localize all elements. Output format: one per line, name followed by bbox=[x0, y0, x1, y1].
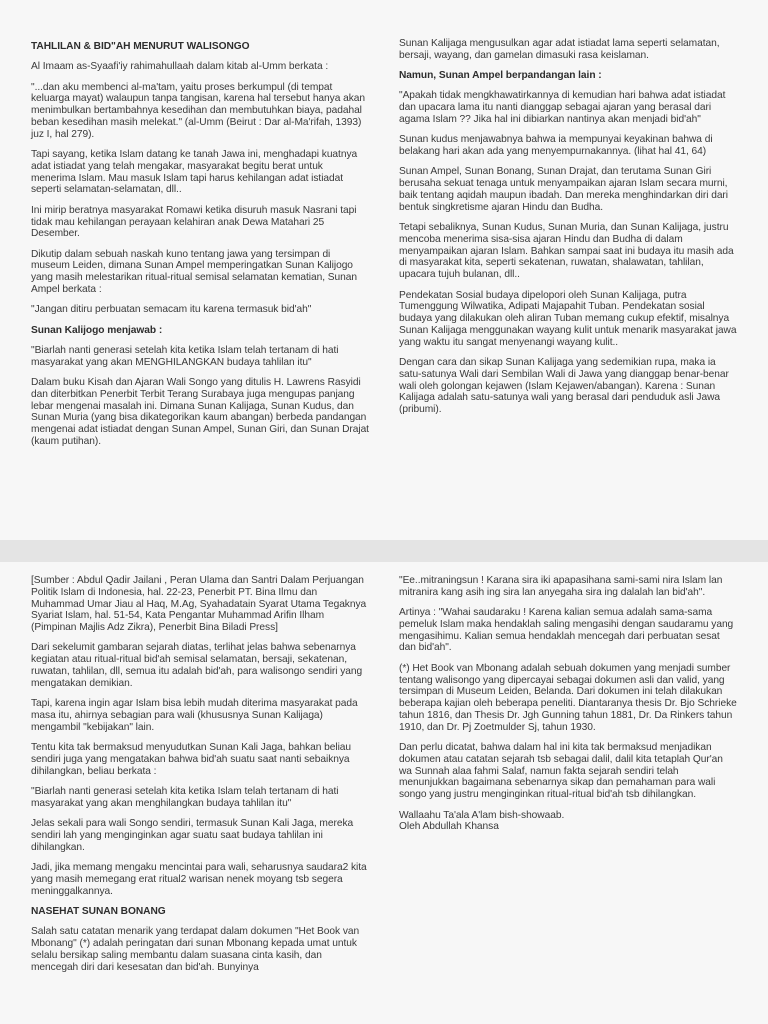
paragraph: Jadi, jika memang mengaku mencintai para wali, seharusnya saudara2 kita yang masih memegang erat ritual2 warisan nenek moyang tsb segera meninggalkannya. bbox=[31, 861, 367, 897]
paragraph: Artinya : "Wahai saudaraku ! Karena kalian semua adalah sama-sama pemeluk Islam maka hendaklah saling mengasihi dengan saudaramu yang mengasihimu. Kalian semua hendaklah mencegah dari perbuatan sesat dan bid'ah". bbox=[399, 607, 734, 654]
paragraph: Jelas sekali para wali Songo sendiri, termasuk Sunan Kali Jaga, mereka sendiri lah yang menginginkan agar suatu saat budaya tahlilan ini dihilangkan. bbox=[31, 818, 354, 853]
section-heading: Namun, Sunan Ampel berpandangan lain : bbox=[399, 70, 602, 82]
footnote-paragraph: (*) Het Book van Mbonang adalah sebuah dokumen yang menjadi sumber tentang walisongo yang dipercayai sebagai dokumen asli dan valid, yang tersimpan di Museum Leiden, Belanda. Dari dokumen ini telah dilakukan beberapa kajian oleh beberapa peneliti. Diantaranya thesis Dr. Bjo Schrieke tahun 1816, dan Thesis Dr. Jgh Gunning tahun 1881, Dr. Da Rinkers tahun 1910, dan Dr. Pj Zoetmulder Sj, tahun 1930. bbox=[399, 662, 737, 733]
left-column bbox=[31, 562, 369, 982]
paragraph: Dalam buku Kisah dan Ajaran Wali Songo yang ditulis H. Lawrens Rasyidi dan diterbitkan Penerbit Terbit Terang Surabaya juga mengupas panjang lebar mengenai masalah ini. Dimana Sunan Kalijaga, Sunan Kudus, dan Sunan Muria (yang bisa dikategorikan kaum abangan) berbeda pandangan mengenai adat istiadat dengan Sunan Ampel, Sunan Giri, dan Sunan Drajat (kaum putihan). bbox=[31, 377, 369, 448]
paragraph: Tentu kita tak bermaksud menyudutkan Sunan Kali Jaga, bahkan beliau sendiri juga yang mengatakan bahwa bid'ah suatu saat nanti sebaiknya dihilangkan, beliau berkata : bbox=[31, 742, 352, 777]
right-column bbox=[399, 0, 737, 425]
paragraph: Dan perlu dicatat, bahwa dalam hal ini kita tak bermaksud menjadikan dokumen atau catatan sejarah tsb sebagai dalil, dalil kita tetaplah Qur'an wa Sunnah alaa fahmi Salaf, namun fakta sejarah sendiri telah menunjukkan bagaimana sebenarnya sikap dan pemahaman para wali songo yang justru menginginkan ritual-ritual bid'ah tsb dihilangkan. bbox=[399, 742, 723, 801]
paragraph: Ini mirip beratnya masyarakat Romawi ketika disuruh masuk Nasrani tapi tidak mau kehilangan perayaan kelahiran anak Dewa Matahari 25 Desember. bbox=[31, 204, 357, 240]
left-column bbox=[31, 0, 369, 456]
quote-paragraph: "Apakah tidak mengkhawatirkannya di kemudian hari bahwa adat istiadat dan upacara lama itu nanti dianggap sebagai ajaran yang berasal dari agama Islam ?? Jika hal ini dibiarkan nantinya akan menjadi bid'ah" bbox=[399, 90, 726, 125]
paragraph: Pendekatan Sosial budaya dipelopori oleh Sunan Kalijaga, putra Tumenggung Wilwatika, Adipati Majapahit Tuban. Pendekatan sosial budaya yang dilakukan oleh aliran Tuban memang cukup efektif, misalnya Sunan Kalijaga menggunakan wayang kulit untuk menarik masyarakat jawa yang waktu itu sangat menyenangi wayang kulit.. bbox=[399, 289, 737, 348]
quote-paragraph: "Ee..mitraningsun ! Karana sira iki apapasihana sami-sami nira Islam lan mitranira kang asih ing sira lan anyegaha sira ing dalalah lan bid'ah". bbox=[399, 575, 723, 598]
paragraph: Salah satu catatan menarik yang terdapat dalam dokumen "Het Book van Mbonang" (*) adalah peringatan dari sunan Mbonang kepada umat untuk selalu bersikap saling membantu dalam suasana cinta kasih, dan mencegah diri dari kesesatan dan bid'ah. Bunyinya bbox=[31, 926, 360, 973]
right-column bbox=[399, 562, 737, 842]
author-line: Oleh Abdullah Khansa bbox=[399, 821, 499, 833]
paragraph: Tapi, karena ingin agar Islam bisa lebih mudah diterima masyarakat pada masa itu, ahirnya sebagian para wali (khususnya Sunan Kalijaga) mengambil "kebijakan" lain. bbox=[31, 698, 358, 733]
paragraph: Tapi sayang, ketika Islam datang ke tanah Jawa ini, menghadapi kuatnya adat istiadat yang telah mengakar, masyarakat begitu berat untuk menerima Islam. Mau masuk Islam tapi harus kehilangan adat istiadat seperti selamatan-selamatan, dll.. bbox=[31, 149, 358, 196]
paragraph: Sunan Kalijaga mengusulkan agar adat istiadat lama seperti selamatan, bersaji, wayang, dan gamelan dimasuki rasa keislaman. bbox=[399, 38, 720, 61]
paragraph: Dikutip dalam sebuah naskah kuno tentang jawa yang tersimpan di museum Leiden, dimana Sunan Ampel memperingatkan Sunan Kalijogo yang masih melestarikan ritual-ritual semisal selamatan kematian, Sunan Ampel berkata : bbox=[31, 248, 357, 296]
section-heading: Sunan Kalijogo menjawab : bbox=[31, 324, 163, 336]
paragraph: Dengan cara dan sikap Sunan Kalijaga yang sedemikian rupa, maka ia satu-satunya Wali dari Sembilan Wali di Jawa yang dianggap benar-benar wali oleh golongan kejawen (Islam Kejawen/abangan). Karena : Sunan Kalijaga adalah satu-satunya wali yang berasal dari penduduk asli Jawa (pribumi). bbox=[399, 357, 729, 416]
paragraph: Dari sekelumit gambaran sejarah diatas, terlihat jelas bahwa sebenarnya kegiatan atau ritual-ritual bid'ah semisal selamatan, bersaji, sekatenan, ruwatan, tahlilan, dll, semua itu adalah bid'ah, para walisongo sendiri yang mengatakan demikian. bbox=[31, 642, 363, 689]
quote-paragraph: "Jangan ditiru perbuatan semacam itu karena termasuk bid'ah" bbox=[31, 304, 312, 316]
document-page-bottom bbox=[0, 562, 768, 1024]
paragraph: Sunan kudus menjawabnya bahwa ia mempunyai keyakinan bahwa di belakang hari akan ada yang menyempurnakannya. (lihat hal 41, 64) bbox=[399, 134, 713, 158]
source-citation: [Sumber : Abdul Qadir Jailani , Peran Ulama dan Santri Dalam Perjuangan Politik Islam di Indonesia, hal. 22-23, Penerbit PT. Bina Ilmu dan Muhammad Umar Jiau al Haq, M.Ag, Syahadatain Syarat Utama Tegaknya Syariat Islam, hal. 51-54, Kata Pengantar Muhammad Arifin Ilham (Pimpinan Majlis Adz Zikra), Penerbit Bina Biladi Press] bbox=[31, 575, 367, 634]
quote-paragraph: "...dan aku membenci al-ma'tam, yaitu proses berkumpul (di tempat keluarga mayat) walaupun tanpa tangisan, karena hal tersebut hanya akan menimbulkan bertambahnya kesedihan dan membutuhkan biaya, padahal beban kesedihan masih melekat." (al-Umm (Beirut : Dar al-Ma'rifah, 1393) juz I, hal 279). bbox=[31, 81, 365, 140]
quote-paragraph: "Biarlah nanti generasi setelah kita ketika Islam telah tertanam di hati masyarakat yang akan menghilangkan budaya tahlilan itu" bbox=[31, 785, 339, 809]
article-title: TAHLILAN & BID"AH MENURUT WALISONGO bbox=[31, 41, 250, 52]
quote-paragraph: "Biarlah nanti generasi setelah kita ketika Islam telah tertanam di hati masyarakat yang akan MENGHILANGKAN budaya tahlilan itu" bbox=[31, 344, 339, 368]
paragraph: Sunan Ampel, Sunan Bonang, Sunan Drajat, dan terutama Sunan Giri berusaha sekuat tenaga untuk menyampaikan ajaran Islam secara murni, baik tentang aqidah maupun ibadah. Dan mereka menghindarkan diri dari bentuk singkretisme ajaran Hindu dan Budha. bbox=[399, 166, 728, 213]
paragraph: Tetapi sebaliknya, Sunan Kudus, Sunan Muria, dan Sunan Kalijaga, justru mencoba menerima sisa-sisa ajaran Hindu dan Budha di dalam menyampaikan ajaran Islam. Bahkan sampai saat ini budaya itu masih ada di masyarakat kita, seperti sekatenan, ruwatan, shalawatan, tahlilan, upacara tujuh bulanan, dll.. bbox=[399, 222, 734, 281]
closing-line: Wallaahu Ta'ala A'lam bish-showaab. bbox=[399, 809, 565, 821]
paragraph: Al Imaam as-Syaafi'iy rahimahullaah dalam kitab al-Umm berkata : bbox=[31, 61, 329, 73]
section-heading: NASEHAT SUNAN BONANG bbox=[31, 905, 166, 917]
